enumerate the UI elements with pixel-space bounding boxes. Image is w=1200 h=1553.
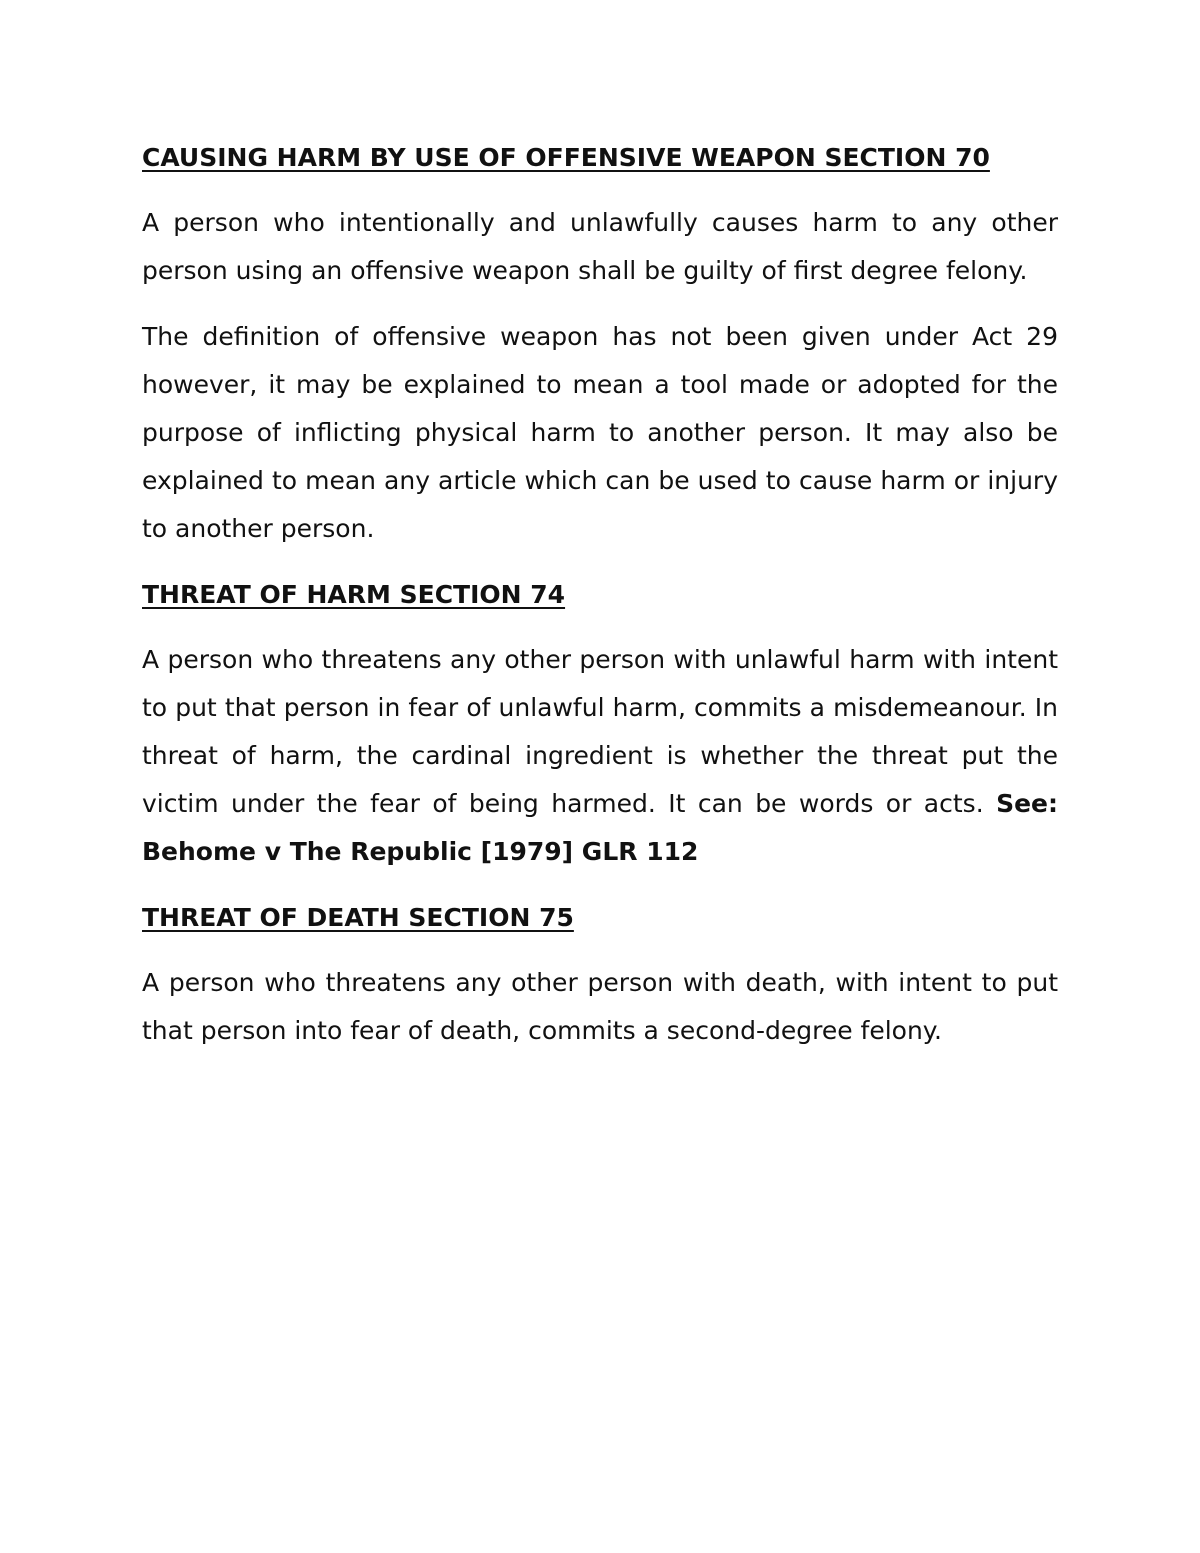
section-heading-threat-of-harm: THREAT OF HARM SECTION 74 [142, 580, 566, 609]
section-heading-offensive-weapon: CAUSING HARM BY USE OF OFFENSIVE WEAPON SECTION 70 [142, 143, 990, 172]
document-page [142, 134, 1058, 1073]
section-heading-threat-of-death: THREAT OF DEATH SECTION 75 [142, 903, 574, 932]
paragraph-threat-of-harm-text: A person who threatens any other person with unlawful harm with intent to put that person in fear of unlawful harm, commits a misdemeanour. In threat of harm, the cardinal ingredient is whether the threat put the victim under the fear of being harmed. It can be words or acts. [142, 645, 1058, 818]
paragraph-threat-of-death: A person who threatens any other person with death, with intent to put that person into fear of death, commits a second-degree felony. [142, 968, 1058, 1045]
paragraph-threat-of-harm [142, 636, 1058, 876]
paragraph-offensive-weapon-rule: A person who intentionally and unlawfully causes harm to any other person using an offensive weapon shall be guilty of first degree felony. [142, 208, 1058, 285]
paragraph-offensive-weapon-definition: The definition of offensive weapon has not been given under Act 29 however, it may be explained to mean a tool made or adopted for the purpose of inflicting physical harm to another person. It may also be explained to mean any article which can be used to cause harm or injury to another person. [142, 322, 1058, 543]
case-citation: See: Behome v The Republic [1979] GLR 112 [142, 789, 1058, 866]
